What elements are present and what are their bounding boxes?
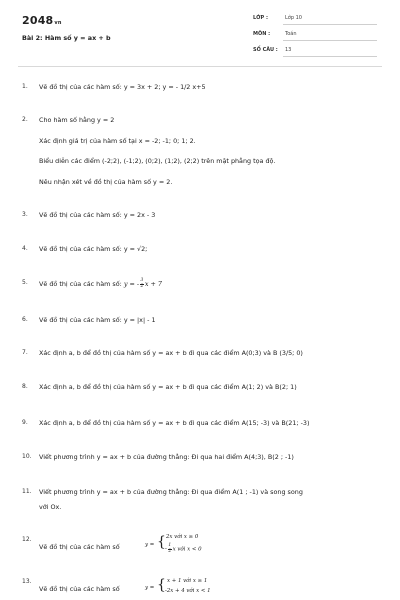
class-field	[253, 13, 377, 25]
question-12-text: Vẽ đồ thị của các hàm số	[39, 543, 120, 551]
question-text: Vẽ đồ thị của các hàm số: y = 2x - 3	[39, 211, 156, 219]
field-underline	[283, 56, 377, 57]
subject-label: MÔN :	[253, 31, 271, 37]
subject-field	[253, 29, 377, 41]
question-text: Xác định a, b để đồ thị của hàm số y = ax + b đi qua các điểm A(15; -3) và B(21; -3)	[39, 419, 310, 427]
question-text: Viết phương trình y = ax + b của đường thẳng: Đi qua hai điểm A(4;3), B(2 ; -1)	[39, 453, 294, 461]
field-underline	[283, 40, 377, 41]
lesson-title: Bài 2: Hàm số y = ax + b	[22, 34, 111, 42]
question-number: 3.	[22, 211, 28, 218]
question-number: 2.	[22, 116, 28, 123]
question-13-text: Vẽ đồ thị của các hàm số	[39, 585, 120, 593]
subject-value: Toán	[285, 31, 297, 37]
question-13-formula: y = { x + 1 với x ≥ 1 -2x + 4 với x < 1	[145, 577, 211, 594]
worksheet-header	[0, 0, 400, 66]
question-number: 10.	[22, 453, 32, 460]
question-text: Vẽ đồ thị của các hàm số: y = 3x + 2; y = - 1/2 x+5	[39, 83, 206, 91]
question-number: 1.	[22, 83, 28, 90]
question-number: 11.	[22, 488, 32, 495]
question-number: 13.	[22, 578, 32, 585]
field-underline	[283, 24, 377, 25]
question-count-value: 13	[285, 47, 292, 53]
question-count-label: SỐ CÂU :	[253, 47, 278, 53]
question-number: 4.	[22, 245, 28, 252]
question-number: 7.	[22, 349, 28, 356]
question-text: Vẽ đồ thị của các hàm số: y = |x| - 1	[39, 316, 156, 324]
question-11-continuation: với Ox.	[39, 503, 62, 511]
question-text: Viết phương trình y = ax + b của đường thẳng: Đi qua điểm A(1 ; -1) và song song	[39, 488, 303, 496]
question-number: 9.	[22, 419, 28, 426]
question-text: Cho hàm số hằng y = 2	[39, 116, 115, 124]
question-number: 8.	[22, 383, 28, 390]
brace-glyph: {	[157, 577, 166, 593]
question-text: Vẽ đồ thị của các hàm số: y = - $\frac{3}{2}$ x + 7	[39, 278, 162, 289]
question-2-sub-1: Xác định giá trị của hàm số tại x = -2; -1; 0; 1; 2.	[39, 137, 196, 145]
question-2-sub-3: Nêu nhận xét về đồ thị của hàm số y = 2.	[39, 178, 173, 186]
question-number: 5.	[22, 279, 28, 286]
question-text: Vẽ đồ thị của các hàm số: y = √2;	[39, 245, 148, 253]
formula: y = - $\frac{3}{2}$ x + 7	[123, 278, 162, 289]
site-logo[interactable]: 2048vn	[22, 14, 62, 27]
question-number: 6.	[22, 316, 28, 323]
question-12-formula: y = { 2x với x ≥ 0 - $\frac{1}{2}$ x với x < 0	[145, 534, 202, 554]
question-2-sub-2: Biểu diễn các điểm (-2;2), (-1;2), (0;2), (1;2), (2;2) trên mặt phẳng tọa độ.	[39, 157, 276, 165]
header-divider	[18, 66, 382, 67]
class-label: LỚP :	[253, 15, 268, 21]
class-value: Lớp 10	[285, 15, 302, 21]
question-count-field	[253, 45, 377, 57]
question-number: 12.	[22, 536, 32, 543]
brace-glyph: {	[157, 534, 166, 550]
question-text: Xác định a, b để đồ thị của hàm số y = ax + b đi qua các điểm A(1; 2) và B(2; 1)	[39, 383, 297, 391]
question-text: Xác định a, b để đồ thị của hàm số y = ax + b đi qua các điểm A(0;3) và B (3/5; 0)	[39, 349, 303, 357]
